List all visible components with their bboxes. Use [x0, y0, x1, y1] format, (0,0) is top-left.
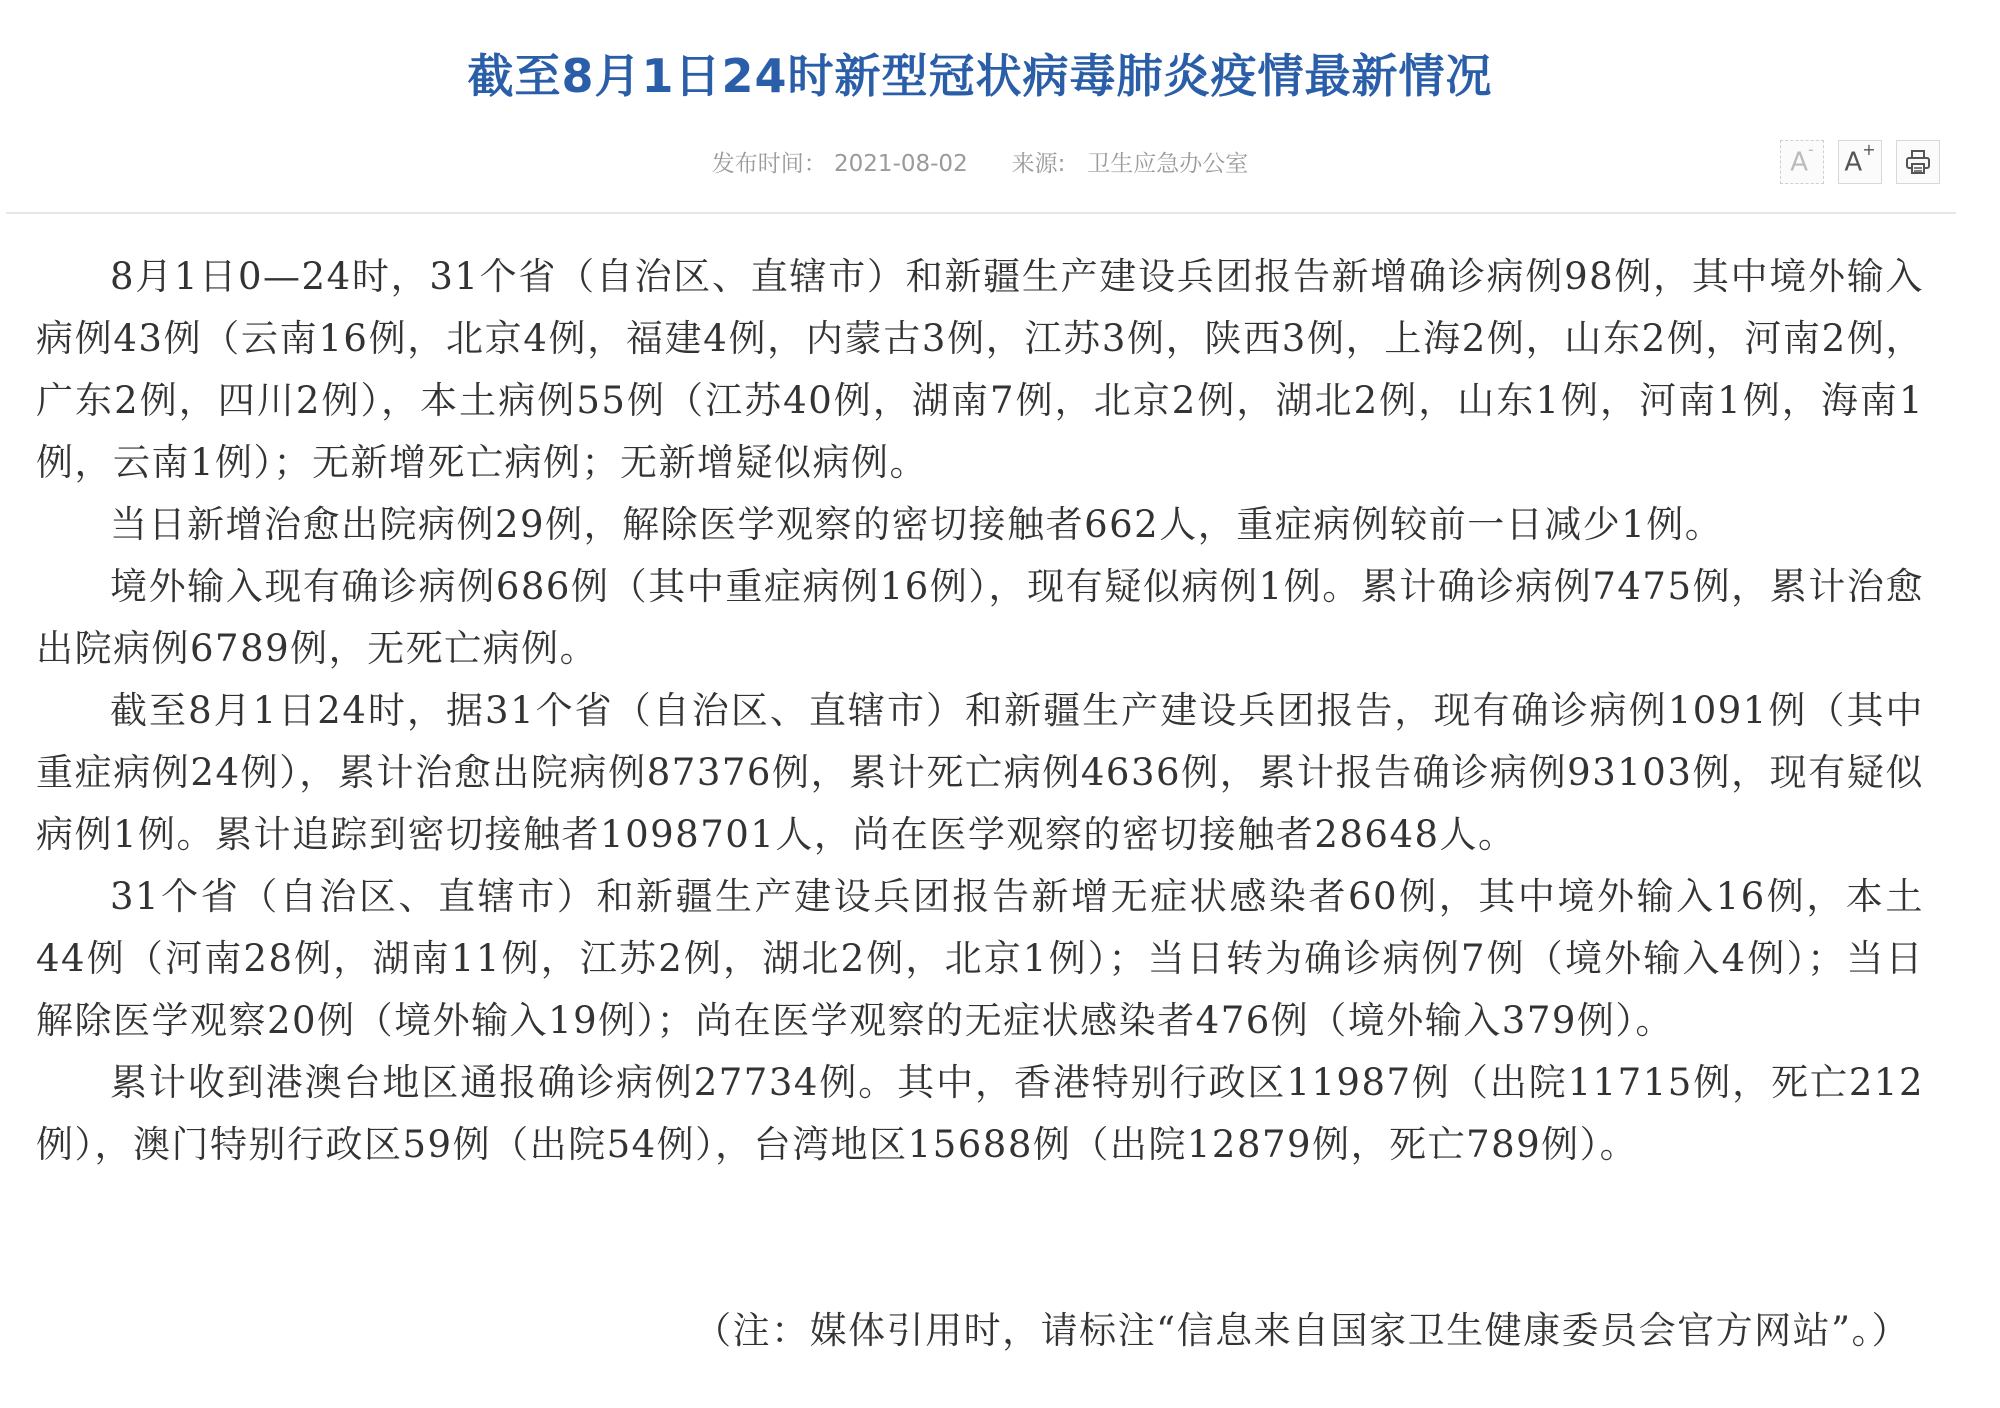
header-divider	[6, 212, 1956, 214]
publish-date: 2021-08-02	[834, 151, 968, 177]
article-meta	[0, 140, 1960, 178]
print-button[interactable]	[1896, 140, 1940, 184]
printer-icon	[1905, 149, 1931, 175]
paragraph-1: 8月1日0—24时，31个省（自治区、直辖市）和新疆生产建设兵团报告新增确诊病例98例，其中境外输入病例43例（云南16例，北京4例，福建4例，内蒙古3例，江苏3例，陕西3例，上海2例，山东2例，河南2例，广东2例，四川2例），本土病例55例（江苏40例，湖南7例，北京2例，湖北2例，山东1例，河南1例，海南1例，云南1例）；无新增死亡病例；无新增疑似病例。	[36, 255, 1924, 484]
publish-label: 发布时间：	[711, 151, 827, 177]
paragraph-4: 截至8月1日24时，据31个省（自治区、直辖市）和新疆生产建设兵团报告，现有确诊病例1091例（其中重症病例24例），累计治愈出院病例87376例，累计死亡病例4636例，累计报告确诊病例93103例，现有疑似病例1例。累计追踪到密切接触者1098701人，尚在医学观察的密切接触者28648人。	[36, 689, 1924, 856]
citation-note: （注：媒体引用时，请标注“信息来自国家卫生健康委员会官方网站”。）	[694, 1309, 1910, 1352]
article-body	[36, 246, 1924, 1176]
paragraph-3: 境外输入现有确诊病例686例（其中重症病例16例），现有疑似病例1例。累计确诊病例7475例，累计治愈出院病例6789例，无死亡病例。	[36, 565, 1924, 670]
source-value: 卫生应急办公室	[1087, 151, 1249, 177]
article-tools	[1780, 140, 1940, 184]
source-label: 来源:	[1011, 151, 1066, 177]
paragraph-2: 当日新增治愈出院病例29例，解除医学观察的密切接触者662人，重症病例较前一日减少1例。	[110, 503, 1724, 546]
font-increase-icon: A+	[1844, 140, 1876, 178]
font-decrease-icon: A-	[1790, 140, 1814, 178]
font-decrease-button[interactable]	[1780, 140, 1824, 184]
paragraph-5: 31个省（自治区、直辖市）和新疆生产建设兵团报告新增无症状感染者60例，其中境外输入16例，本土44例（河南28例，湖南11例，江苏2例，湖北2例，北京1例）；当日转为确诊病例7例（境外输入4例）；当日解除医学观察20例（境外输入19例）；尚在医学观察的无症状感染者476例（境外输入379例）。	[36, 875, 1924, 1042]
paragraph-6: 累计收到港澳台地区通报确诊病例27734例。其中，香港特别行政区11987例（出院11715例，死亡212例），澳门特别行政区59例（出院54例），台湾地区15688例（出院12879例，死亡789例）。	[36, 1061, 1924, 1166]
font-increase-button[interactable]	[1838, 140, 1882, 184]
article-title: 截至8月1日24时新型冠状病毒肺炎疫情最新情况	[467, 49, 1493, 103]
